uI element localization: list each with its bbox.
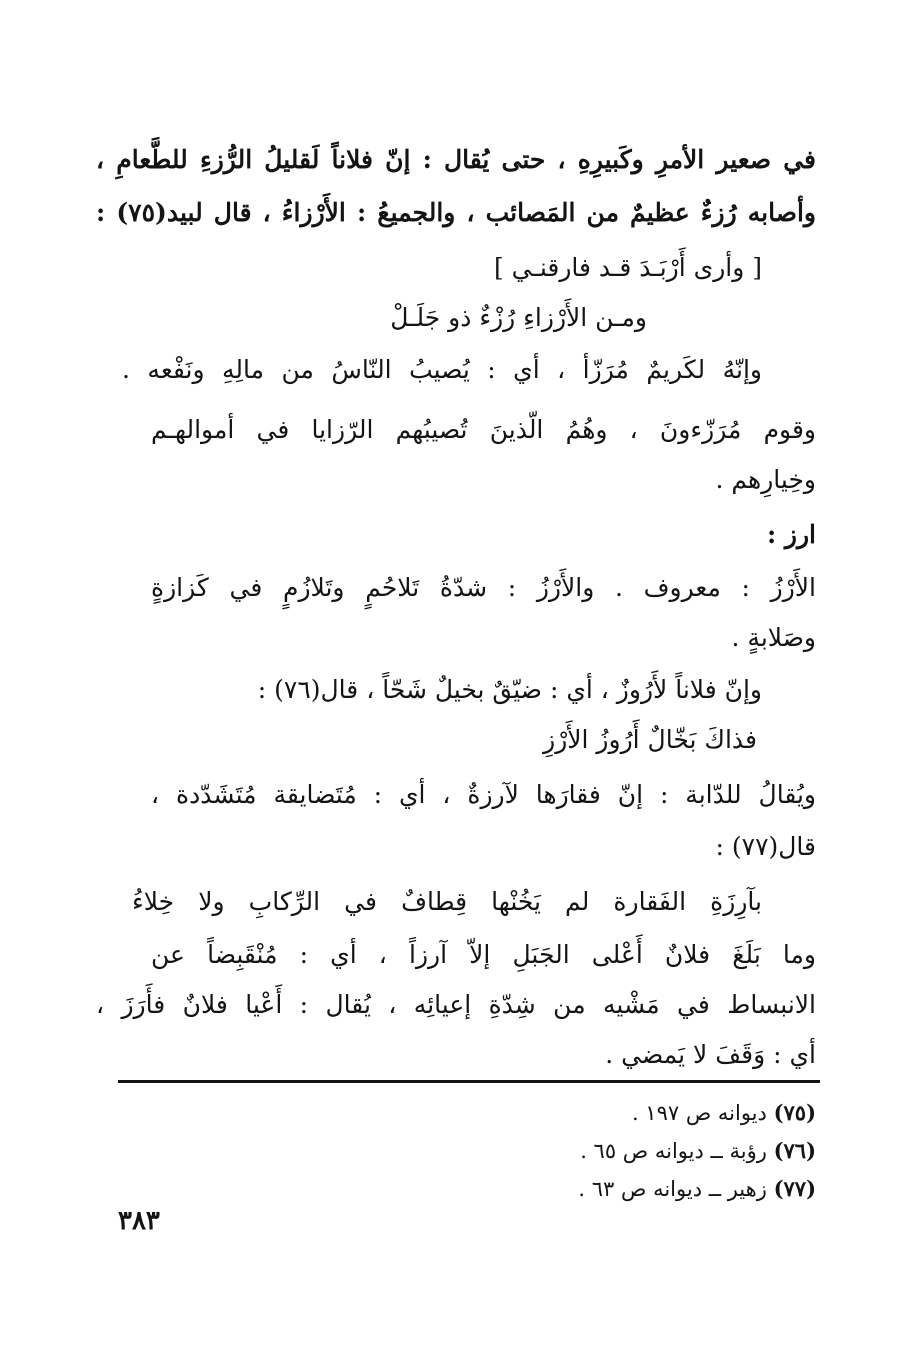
text-line: الأَرْزُ : معروف . والأَرْزُ : شدّةُ تَلاحُمٍ وتَلازُمٍ في كَزازةٍ <box>151 573 816 602</box>
footnote-text: ديوانه ص ١٩٧ . <box>631 1101 767 1125</box>
verse-line: ومـن الأَرْزاءِ رُزْءٌ ذو جَلَـلْ <box>390 303 647 332</box>
text-line: وإنّهُ لكَريمٌ مُرَزّأ ، أي : يُصيبُ النّاسُ من مالِهِ ونَفْعه . <box>122 355 762 384</box>
text-line: الانبساط في مَشْيه من شِدّةِ إعيائِه ، يُقال : أَعْيا فلانٌ فأَرَزَ ، <box>96 990 816 1019</box>
text-line: وخِيارِهم . <box>715 465 816 494</box>
footnote <box>580 1136 816 1166</box>
footnote-divider <box>118 1080 820 1083</box>
text-line: وإنّ فلاناً لأَرُوزٌ ، أي : ضيّقٌ بخيلٌ شَحّاً ، قال(٧٦) : <box>257 675 762 704</box>
page-number: ٣٨٣ <box>118 1206 160 1236</box>
entry-heading: ارز : <box>766 520 816 549</box>
text-line: وقوم مُرَزّءونَ ، وهُمُ الّذينَ تُصيبُهم الرّزايا في أموالهـم <box>151 415 816 444</box>
footnote <box>632 1098 816 1128</box>
verse-line: فذاكَ بَخّالٌ أَرُوزُ الأَرْزِ <box>543 725 757 754</box>
footnote-text: رؤبة ــ ديوانه ص ٦٥ . <box>580 1139 767 1163</box>
text-line: أي : وَقَفَ لا يَمضي . <box>605 1040 816 1069</box>
verse-line: بآرِزَةِ الفَقارة لم يَخُنْها قِطافٌ في الرِّكابِ ولا خِلاءُ <box>132 887 762 916</box>
footnote-number: (٧٧) <box>773 1176 816 1201</box>
text-line: وأصابه رُزءٌ عظيمٌ من المَصائب ، والجميعُ : الأَرْزاءُ ، قال لبيد(٧٥) : <box>96 198 816 227</box>
text-line: وما بَلَغَ فلانٌ أَعْلى الجَبَلِ إلاّ آرزاً ، أي : مُنْقَبِضاً عن <box>151 940 816 969</box>
text-line: قال(٧٧) : <box>715 832 816 861</box>
footnote <box>578 1174 816 1204</box>
footnote-number: (٧٦) <box>773 1138 816 1163</box>
footnote-text: زهير ــ ديوانه ص ٦٣ . <box>578 1177 767 1201</box>
text-line: في صعير الأمرِ وكَبيرِهِ ، حتى يُقال : إنّ فلاناً لَقليلُ الرُّزءِ للطَّعامِ ، <box>96 145 817 174</box>
text-line: ويُقالُ للدّابة : إنّ فقارَها لآرزةٌ ، أي : مُتَضايقة مُتَشَدّدة ، <box>151 780 816 809</box>
footnote-number: (٧٥) <box>773 1100 816 1125</box>
text-line: وصَلابةٍ . <box>731 623 816 652</box>
verse-line: [ وأرى أَرْبَـدَ قـد فارقنـي ] <box>493 253 762 282</box>
